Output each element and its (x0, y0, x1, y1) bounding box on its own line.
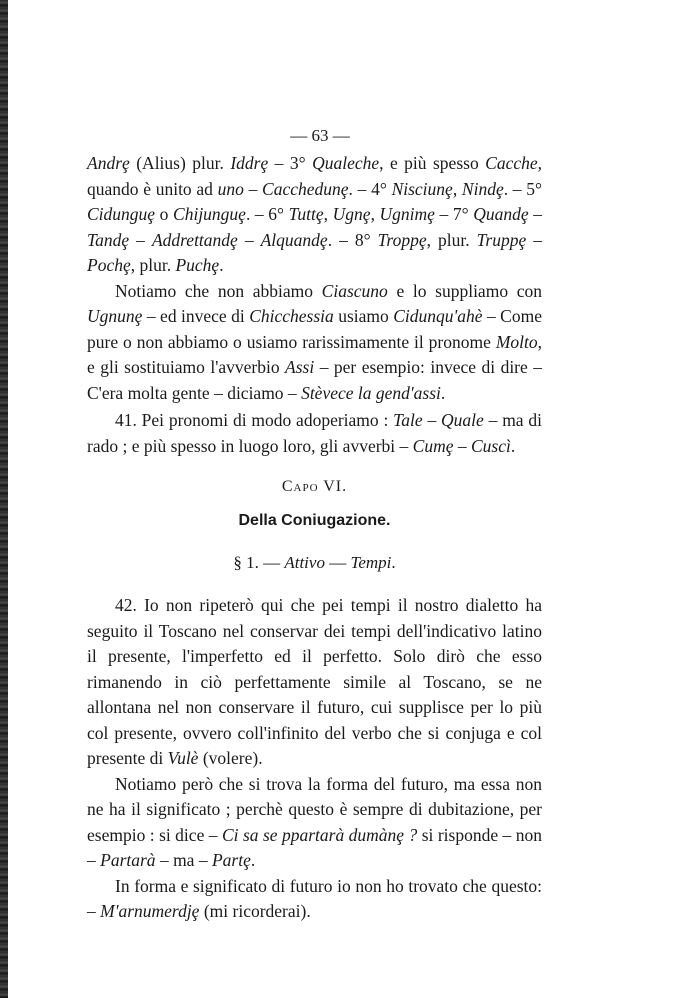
italic-term: Ugnimȩ (379, 204, 435, 224)
italic-term: Cidunguȩ (87, 204, 156, 224)
text-run: – 7° (434, 204, 474, 224)
text-run: . (440, 382, 446, 403)
text-run: . (510, 435, 516, 456)
text-run: – ma di rado ; e più spesso in luogo loro, gli avverbi – (87, 410, 542, 456)
text-block-top (87, 151, 542, 459)
text-run: , plur. (426, 229, 477, 250)
text-run: In forma e significato di futuro io non ho trovato che questo: – (87, 875, 542, 921)
italic-term: M'arnumerdjȩ (100, 901, 200, 921)
italic-term: Assi (285, 357, 315, 377)
italic-term: Tuttȩ (288, 204, 324, 224)
italic-term: Ci sa se ppartarà dumànȩ ? (221, 824, 418, 845)
italic-term: Pochȩ (87, 255, 131, 275)
text-run: . (391, 553, 396, 572)
italic-term: Nindȩ (461, 178, 504, 199)
scan-binding-edge (0, 0, 8, 998)
text-run: – 3° (268, 153, 313, 173)
text-run: – (528, 204, 543, 224)
text-run: 42. Io non ripeterò qui che pei tempi il nostro dialetto ha seguito il Toscano nel conservar dei tempi dell'indicativo latino il presente, l'imperfetto ed il perfetto. Solo dirò che esso rimanendo in ciò perfettamente simile al Toscano, se ne allontana nel non conservare il futuro, cui supplisce per lo più col presente, ovvero coll'infinito del verbo che si conjuga e col presente di (87, 595, 542, 768)
italic-term: Chijunguȩ (173, 204, 246, 224)
text-run: – (453, 435, 471, 456)
text-run: , (323, 204, 333, 224)
text-run: (volere). (198, 748, 263, 768)
italic-term: Ugnȩ (332, 204, 371, 224)
italic-term: uno (217, 178, 244, 199)
italic-term: Tale (393, 410, 423, 430)
text-run: . – 6° (245, 204, 289, 224)
italic-term: Nisciunȩ (391, 178, 453, 199)
text-run: e lo suppliamo con (387, 280, 542, 301)
italic-term: Quale (441, 410, 484, 430)
italic-term: Cacchedunȩ (262, 178, 349, 199)
italic-term: Truppȩ (476, 229, 527, 250)
text-run: – ma – (155, 850, 212, 870)
text-run: Notiamo che non abbiamo (115, 280, 322, 301)
italic-term: Puchȩ (175, 255, 220, 275)
text-run: . – 8° (327, 229, 378, 250)
paragraph-notes-ciascuno (87, 279, 542, 407)
italic-term: Cuscì (470, 435, 511, 456)
italic-term: Vulè (167, 748, 199, 768)
text-run: – ed invece di (142, 306, 250, 326)
text-run: , e gli sostituiamo l'avverbio (87, 331, 542, 377)
page-number: — 63 — (290, 126, 350, 145)
paragraph-41 (87, 408, 542, 459)
text-run: (Alius) plur. (129, 153, 231, 173)
italic-term: Andrȩ (87, 153, 130, 173)
subsection-title (87, 553, 542, 573)
italic-term: Quandȩ (473, 204, 529, 224)
paragraph-42 (87, 593, 542, 772)
italic-term: Iddrȩ (230, 153, 269, 173)
text-run: , quando è unito ad (87, 153, 543, 199)
italic-term: Partȩ (211, 850, 251, 870)
italic-term: Ciascuno (321, 280, 388, 301)
text-run: – (243, 178, 263, 199)
paragraph-future-example (87, 874, 542, 925)
paragraph-pronouns-list (87, 151, 542, 279)
text-block-bottom (87, 593, 542, 925)
italic-term: Alquandȩ (260, 229, 328, 250)
italic-term: Cacche (485, 153, 538, 173)
text-run: . – 5° (503, 178, 543, 199)
text-run: – Come pure o non abbiamo o usiamo rarissimamente il pronome (87, 306, 542, 352)
italic-term: Tandȩ (87, 229, 130, 250)
text-run: § 1. — (233, 553, 285, 572)
text-run: – (526, 229, 543, 250)
text-run: (mi ricorderai). (199, 901, 311, 921)
text-run: si risponde – non – (87, 824, 542, 870)
text-run: usiamo (333, 306, 394, 326)
italic-term: Cidunqu'ahè (393, 306, 483, 326)
chapter-title: Capo VI. (281, 478, 348, 495)
text-run: , (452, 178, 462, 199)
text-run: 41. Pei pronomi di modo adoperiamo : (115, 410, 394, 430)
text-run: – (129, 229, 152, 250)
text-run: — (324, 553, 351, 572)
text-run: . – 4° (348, 178, 392, 199)
paragraph-future-form (87, 772, 542, 874)
italic-term: Cumȩ (412, 435, 454, 456)
italic-term: Molto (495, 331, 538, 352)
text-run: – per esempio: invece di dire – C'era molta gente – diciamo – (87, 357, 542, 403)
text-run: , e più spesso (379, 153, 486, 173)
italic-term: Qualeche (312, 153, 380, 173)
text-run: , plur. (130, 255, 176, 275)
text-run: , (370, 204, 380, 224)
text-run: . (219, 255, 224, 275)
section-heading: Della Coniugazione. (238, 512, 391, 529)
italic-term: Partarà (100, 850, 156, 870)
text-run: Notiamo però che si trova la forma del futuro, ma essa non ne ha il significato ; perchè questo è sempre di dubitazione, per esempio : si dice – (87, 773, 542, 845)
text-run: o (155, 204, 174, 224)
italic-term: Troppȩ (377, 229, 427, 250)
italic-term: Tempi (350, 553, 392, 572)
italic-term: Chicchessia (249, 306, 334, 326)
italic-term: Attivo (284, 553, 325, 572)
italic-term: Ugnunȩ (87, 306, 143, 326)
text-run: – (422, 410, 442, 430)
italic-term: Addrettandȩ (151, 229, 238, 250)
text-run: – (237, 229, 261, 250)
italic-term: Stèvece la gend'assi (301, 382, 441, 403)
text-run: . (250, 850, 256, 870)
